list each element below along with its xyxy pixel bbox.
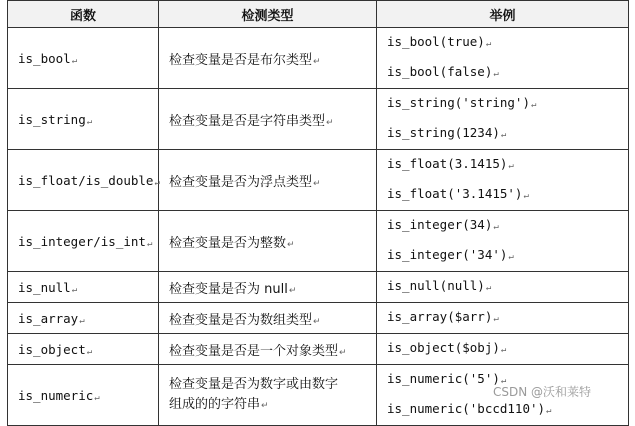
- description-cell: [159, 334, 377, 365]
- function-cell: [8, 303, 159, 334]
- example-cell: [377, 89, 629, 150]
- table-row: [8, 211, 629, 272]
- description-line: 检查变量是否为数字或由数字: [169, 376, 339, 392]
- function-name: is_object ↵: [18, 342, 92, 357]
- function-name: is_bool ↵: [18, 51, 77, 66]
- example-cell: [377, 303, 629, 334]
- example-cell: [377, 211, 629, 272]
- function-name: is_null ↵: [18, 280, 77, 295]
- header-check-type: 检测类型: [159, 1, 377, 28]
- example-line: is_integer(34) ↵: [387, 211, 628, 241]
- example-line: is_bool(true) ↵: [387, 28, 628, 58]
- function-cell: [8, 272, 159, 303]
- function-cell: [8, 89, 159, 150]
- table-row: [8, 303, 629, 334]
- table-row: [8, 89, 629, 150]
- example-line: is_string('string') ↵: [387, 89, 628, 119]
- example-cell: [377, 334, 629, 365]
- description-line: 检查变量是否是字符串类型 ↵: [169, 110, 376, 129]
- example-line: is_string(1234) ↵: [387, 119, 628, 149]
- example-cell: [377, 272, 629, 303]
- description-cell: [159, 365, 377, 426]
- function-cell: [8, 211, 159, 272]
- table-row: [8, 334, 629, 365]
- function-cell: [8, 150, 159, 211]
- table-row: [8, 28, 629, 89]
- header-example: 举例: [377, 1, 629, 28]
- example-line: is_float('3.1415') ↵: [387, 180, 628, 210]
- php-type-check-table: [7, 0, 629, 426]
- function-name: is_integer/is_int ↵: [18, 234, 152, 249]
- description-line: 检查变量是否是一个对象类型 ↵: [169, 340, 376, 359]
- description-line: 组成的的字符串 ↵: [169, 395, 376, 416]
- description-cell: [159, 28, 377, 89]
- description-line: 检查变量是否为 null ↵: [169, 278, 376, 297]
- watermark: CSDN @沃和莱特: [493, 385, 592, 399]
- description-line: 检查变量是否是布尔类型 ↵: [169, 49, 376, 68]
- description-cell: [159, 150, 377, 211]
- function-name: is_numeric ↵: [18, 388, 100, 403]
- description-cell: [159, 272, 377, 303]
- example-line: is_array($arr) ↵: [387, 303, 628, 333]
- description-line: 检查变量是否为浮点类型 ↵: [169, 171, 376, 190]
- description-cell: [159, 303, 377, 334]
- description-cell: [159, 211, 377, 272]
- example-line: is_object($obj) ↵: [387, 334, 628, 364]
- function-name: is_string ↵: [18, 112, 92, 127]
- example-cell: [377, 28, 629, 89]
- function-cell: [8, 334, 159, 365]
- example-line: is_numeric('5') ↵: [387, 365, 628, 395]
- example-line: is_float(3.1415) ↵: [387, 150, 628, 180]
- example-cell: [377, 150, 629, 211]
- description-cell: [159, 89, 377, 150]
- example-line: is_integer('34') ↵: [387, 241, 628, 271]
- example-line: is_null(null) ↵: [387, 272, 628, 302]
- table-header-row: [8, 1, 629, 28]
- description-line: 检查变量是否为数组类型 ↵: [169, 309, 376, 328]
- example-line: is_numeric('bccd110') ↵: [387, 395, 628, 425]
- function-name: is_array ↵: [18, 311, 85, 326]
- function-name: is_float/is_double ↵: [18, 173, 160, 188]
- example-line: is_bool(false) ↵: [387, 58, 628, 88]
- function-cell: [8, 28, 159, 89]
- header-function: 函数: [8, 1, 159, 28]
- table-row: [8, 150, 629, 211]
- function-cell: [8, 365, 159, 426]
- table-row: [8, 272, 629, 303]
- description-line: 检查变量是否为整数 ↵: [169, 232, 376, 251]
